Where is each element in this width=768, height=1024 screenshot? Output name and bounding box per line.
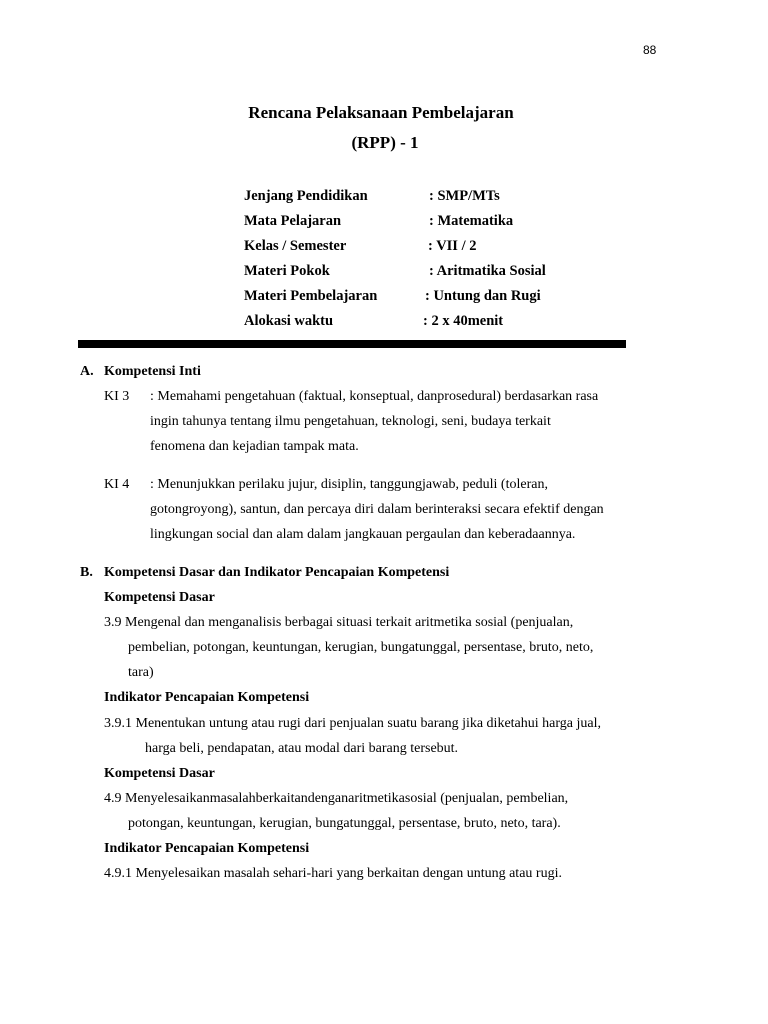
- kd-3-9-line1: 3.9 Mengenal dan menganalisis berbagai situasi terkait aritmetika sosial (penjualan,: [104, 615, 574, 630]
- info-label-materi-pembelajaran: Materi Pembelajaran: [244, 288, 378, 304]
- info-value-alokasi: : 2 x 40menit: [423, 313, 504, 329]
- section-a-letter: A.: [80, 364, 94, 379]
- ipk-4-9-1-line1: 4.9.1 Menyelesaikan masalah sehari-hari yang berkaitan dengan untung atau rugi.: [104, 866, 562, 881]
- ki3-text-line2: ingin tahunya tentang ilmu pengetahuan, teknologi, seni, budaya terkait: [150, 414, 551, 429]
- info-value-materi-pokok: : Aritmatika Sosial: [429, 263, 546, 279]
- kd-3-9-line3: tara): [128, 665, 154, 680]
- kd-4-9-line1: 4.9 Menyelesaikanmasalahberkaitandenganaritmetikasosial (penjualan, pembelian,: [104, 791, 569, 806]
- info-label-mapel: Mata Pelajaran: [244, 213, 342, 229]
- info-label-materi-pokok: Materi Pokok: [244, 263, 330, 279]
- info-label-kelas: Kelas / Semester: [244, 238, 347, 254]
- section-b-heading: Kompetensi Dasar dan Indikator Pencapaian Kompetensi: [104, 565, 450, 580]
- kd-heading-1: Kompetensi Dasar: [104, 590, 215, 605]
- kd-4-9-line2: potongan, keuntungan, kerugian, bungatunggal, persentase, bruto, neto, tara).: [128, 816, 561, 831]
- ki4-text-line3: lingkungan social dan alam dalam jangkauan pergaulan dan keberadaannya.: [150, 527, 576, 542]
- ipk-heading-2: Indikator Pencapaian Kompetensi: [104, 841, 310, 856]
- ki4-text-line2: gotongroyong), santun, dan percaya diri dalam berinteraksi secara efektif dengan: [150, 502, 604, 517]
- ki3-code: KI 3: [104, 389, 130, 404]
- info-label-jenjang: Jenjang Pendidikan: [244, 188, 368, 204]
- header-divider: [78, 340, 626, 348]
- info-label-alokasi: Alokasi waktu: [244, 313, 334, 329]
- section-a-heading: Kompetensi Inti: [104, 364, 201, 379]
- ipk-heading-1: Indikator Pencapaian Kompetensi: [104, 690, 310, 705]
- info-value-materi-pembelajaran: : Untung dan Rugi: [425, 288, 541, 304]
- ipk-3-9-1-line1: 3.9.1 Menentukan untung atau rugi dari penjualan suatu barang jika diketahui harga jual,: [104, 716, 601, 731]
- ipk-3-9-1-line2: harga beli, pendapatan, atau modal dari barang tersebut.: [145, 741, 459, 756]
- ki4-code: KI 4: [104, 477, 130, 492]
- document-title: Rencana Pelaksanaan Pembelajaran: [248, 103, 514, 122]
- ki4-text-line1: : Menunjukkan perilaku jujur, disiplin, tanggungjawab, peduli (toleran,: [150, 477, 548, 492]
- kd-3-9-line2: pembelian, potongan, keuntungan, kerugian, bungatunggal, persentase, bruto, neto,: [128, 640, 594, 655]
- info-value-jenjang: : SMP/MTs: [429, 188, 500, 204]
- info-value-mapel: : Matematika: [429, 213, 514, 229]
- page-number: 88: [643, 43, 657, 57]
- info-value-kelas: : VII / 2: [428, 238, 477, 254]
- kd-heading-2: Kompetensi Dasar: [104, 766, 215, 781]
- document-subtitle: (RPP) - 1: [351, 133, 419, 152]
- ki3-text-line3: fenomena dan kejadian tampak mata.: [150, 439, 359, 454]
- section-b-letter: B.: [80, 565, 93, 580]
- ki3-text-line1: : Memahami pengetahuan (faktual, konseptual, danprosedural) berdasarkan rasa: [150, 389, 599, 404]
